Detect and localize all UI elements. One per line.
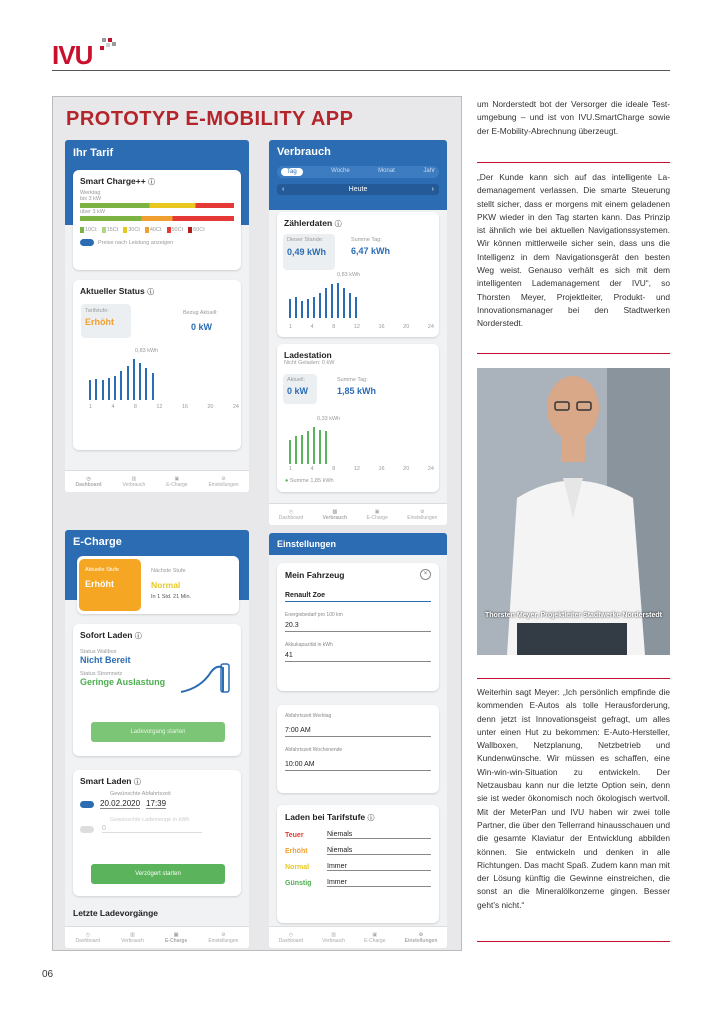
bottom-nav xyxy=(269,503,447,525)
tarif-value: Erhöht xyxy=(85,317,114,327)
tier-row[interactable] xyxy=(285,879,431,887)
status-card xyxy=(73,280,241,450)
chart-bar xyxy=(127,366,129,400)
axis-tick: 24 xyxy=(427,466,434,472)
netz-value: Geringe Auslastung xyxy=(80,677,166,687)
stufe-card xyxy=(77,556,239,614)
prev-day-icon[interactable]: ‹ xyxy=(282,186,285,193)
axis-tick: 1 xyxy=(289,466,293,472)
nav-dashboard[interactable] xyxy=(75,476,101,488)
smart-laden-card xyxy=(73,770,241,896)
chart-icon: ▥ xyxy=(332,508,338,515)
tier-row[interactable] xyxy=(285,831,431,839)
nav-dashboard[interactable] xyxy=(279,509,303,521)
nav-dashboard[interactable] xyxy=(279,932,303,944)
chart-bar xyxy=(319,293,321,318)
axis-tick: 16 xyxy=(378,324,385,330)
wochenende-field[interactable]: 10:00 AM xyxy=(285,761,431,771)
tier-name: Günstig xyxy=(285,879,312,887)
chart-bar xyxy=(343,288,345,318)
legend-text: Summe 1,85 kWh xyxy=(289,478,334,484)
bottom-nav xyxy=(269,926,447,948)
nav-einstellungen[interactable] xyxy=(407,509,437,521)
chart-bar xyxy=(301,301,303,318)
screen-tarif xyxy=(65,140,249,492)
card-title: Aktueller Status xyxy=(80,286,145,296)
close-icon[interactable]: × xyxy=(420,569,431,580)
axis-tick: 20 xyxy=(403,324,410,330)
next-label: Nächste Stufe xyxy=(151,568,186,574)
stufe-value: Erhöht xyxy=(85,579,114,589)
nav-label: Verbrauch xyxy=(322,937,345,944)
next-day-icon[interactable]: › xyxy=(431,186,434,193)
wallbox-label: Status Wallbox xyxy=(80,649,117,655)
chart-bar xyxy=(307,431,309,464)
chart-bar xyxy=(295,436,297,464)
ladestation-card xyxy=(277,344,439,492)
werktag-label: Abfahrtszeit Werktag xyxy=(285,713,332,719)
chart-bar xyxy=(295,297,297,318)
next-value: Normal xyxy=(151,580,181,590)
card-title: Zählerdaten xyxy=(284,218,333,228)
sofort-card xyxy=(73,624,241,756)
chart-bar xyxy=(145,368,147,400)
peak-label: 0,83 kWh xyxy=(337,272,361,278)
zaehler-card xyxy=(277,212,439,337)
card-title: Ladestation xyxy=(284,350,332,360)
axis-tick: 20 xyxy=(403,466,410,472)
axis-tick: 1 xyxy=(289,324,293,330)
delayed-start-button[interactable]: Verzögert starten xyxy=(91,864,225,884)
ladem-label: Gewünschte Lademenge in kWh xyxy=(110,817,190,823)
nav-echarge[interactable] xyxy=(364,932,385,944)
tier-value[interactable]: Immer xyxy=(327,879,431,887)
chart-icon: ▥ xyxy=(130,931,135,938)
legend-item: 60Ct xyxy=(188,227,205,233)
chart-icon: ▥ xyxy=(131,475,137,482)
legend-dot-icon: ● xyxy=(285,478,289,484)
screen-verbrauch xyxy=(269,140,447,525)
intro-paragraph: um Norderstedt bot der Versorger die ideale Testumgebung – und ist von IVU.SmartCharge sowie der E-Mobility-Abrechnung überzeugt. xyxy=(477,99,670,136)
peak2-label: 0,33 kWh xyxy=(317,416,341,422)
nav-label: Dashboard xyxy=(75,481,102,488)
nicht-geladen-label: Nicht Geladen: 0 kW xyxy=(284,360,335,366)
photo-caption: Thorsten Meyer, Projektleiter Stadtwerke Norderstedt xyxy=(485,612,662,619)
toggle-switch[interactable] xyxy=(80,239,94,246)
nav-label: Verbrauch xyxy=(122,481,146,488)
axis-tick: 4 xyxy=(310,466,314,472)
abfahrt-card xyxy=(277,705,439,793)
nav-label: Verbrauch xyxy=(322,514,348,521)
axis-tick: 24 xyxy=(232,404,239,410)
chart-bar xyxy=(95,379,97,400)
chart-bar xyxy=(313,427,315,464)
car-icon: ▣ xyxy=(174,475,180,482)
legend2-label xyxy=(285,478,334,484)
axis-tick: 4 xyxy=(310,324,314,330)
chart-bar xyxy=(89,380,91,400)
bis3-label: bis 3 kW xyxy=(80,196,102,202)
info-icon[interactable]: ⓘ xyxy=(334,221,342,228)
stand-label: Dieser Stande: xyxy=(287,237,324,243)
tab-woche[interactable]: Woche xyxy=(331,168,350,174)
gauge-icon: ◷ xyxy=(86,475,91,482)
nav-label: Einstellungen xyxy=(407,514,438,521)
summe2-value: 1,85 kWh xyxy=(337,386,377,396)
date-field[interactable]: 20.02.2020 xyxy=(100,799,141,808)
chart-bar xyxy=(289,299,291,318)
nav-verbrauch[interactable] xyxy=(121,932,144,944)
aktuell-label: Aktuell: xyxy=(287,377,306,383)
tier-list xyxy=(285,831,431,887)
paragraph-rule xyxy=(477,678,670,679)
paragraph-rule-bottom xyxy=(477,941,670,942)
chart-bar xyxy=(133,359,135,400)
tier-row[interactable] xyxy=(285,847,431,855)
nav-echarge[interactable] xyxy=(165,932,187,944)
bezug-value: 0 kW xyxy=(191,322,213,332)
bezug-label: Bezug Aktuell: xyxy=(183,310,218,316)
chart-icon: ▥ xyxy=(331,931,336,938)
gear-icon: ⚙ xyxy=(418,931,424,938)
chart-bar xyxy=(349,293,351,318)
ladem-field[interactable]: 0 xyxy=(102,825,202,833)
aktuell-value: 0 kW xyxy=(287,386,309,396)
nav-label: Dashboard xyxy=(278,937,304,944)
nav-label: E-Charge xyxy=(364,937,386,944)
start-charge-button[interactable]: Ladevorgang starten xyxy=(91,722,225,742)
nav-verbrauch[interactable] xyxy=(323,509,347,521)
chart-bar xyxy=(319,430,321,464)
chart-bar xyxy=(114,376,116,400)
axis-tick: 4 xyxy=(111,404,115,410)
legend-item: 15Ct xyxy=(102,227,119,233)
legend-item: 10Ct xyxy=(80,227,97,233)
chart-bar xyxy=(313,297,315,318)
info-icon[interactable]: ⓘ xyxy=(148,179,156,186)
chart-bar xyxy=(355,297,357,318)
tier-name: Teuer xyxy=(285,831,304,839)
tier-name: Normal xyxy=(285,863,310,871)
screen-header: Ihr Tarif xyxy=(65,140,249,225)
tarifstufe-card xyxy=(277,805,439,923)
axis-tick: 8 xyxy=(332,324,336,330)
quote-rule-top xyxy=(477,162,670,163)
stand-value: 0,49 kWh xyxy=(287,247,327,257)
ladem-toggle[interactable] xyxy=(80,826,94,833)
quote-paragraph: „Der Kunde kann sich auf das intelligente Lademanagement verlassen. Die smarte Steuerung stellt sicher, dass er morgens mit einem geladenen PKW wieder in den Tag starten kann. Das Prinzip ist ähnlich wie bei aktuellen Navigationssystemen. Wir können mittlerweile sicher sein, dass uns die Intelligenz in dem Navigationsgerät den besten Weg weist. Genauso verhält es sich mit dem intelligenten Lademanagement der IVU“, so Thorsten Meyer, Projektleiter, Produkt- und Innovationsmanager bei den Stadtwerken Norderstedt. xyxy=(477,172,670,329)
card-title: Sofort Laden xyxy=(80,630,133,640)
card-title: Mein Fahrzeug xyxy=(285,570,345,580)
chart-bar xyxy=(120,371,122,400)
tier-name: Erhöht xyxy=(285,847,308,855)
nav-verbrauch[interactable] xyxy=(122,476,145,488)
gear-icon: ⚙ xyxy=(221,931,226,938)
gauge-icon: ◷ xyxy=(85,931,90,938)
tier-value[interactable]: Niemals xyxy=(327,831,431,839)
next-time: In 1 Std. 21 Min. xyxy=(151,594,192,600)
axis-tick: 8 xyxy=(133,404,137,410)
car-icon: ▣ xyxy=(374,508,380,515)
info-icon[interactable]: ⓘ xyxy=(134,633,142,640)
tab-tag[interactable]: Tag xyxy=(281,168,303,176)
toggle-label: Preise nach Leistung anzeigen xyxy=(98,239,174,246)
nav-label: Verbrauch xyxy=(121,937,144,944)
tier-row[interactable] xyxy=(285,863,431,871)
ivu-logo: IVU xyxy=(52,40,93,70)
nav-echarge[interactable] xyxy=(366,509,387,521)
screen-einstellungen xyxy=(269,533,447,948)
netz-label: Status Stromnetz xyxy=(80,671,123,677)
gear-icon: ⚙ xyxy=(420,508,425,515)
tarif-label: Tarifstufe: xyxy=(85,308,109,314)
axis-tick: 16 xyxy=(378,466,385,472)
chart-bar xyxy=(152,373,154,400)
tariff-bar-high xyxy=(80,216,234,221)
summe2-label: Summe Tag: xyxy=(337,377,368,383)
card-title: Laden bei Tarifstufe xyxy=(285,812,366,822)
time-field[interactable]: 17:39 xyxy=(146,799,167,808)
chart-axis xyxy=(289,466,434,472)
chart-bar xyxy=(301,435,303,464)
werktag-field[interactable]: 7:00 AM xyxy=(285,727,431,737)
chart-bar xyxy=(102,380,104,400)
section-title: Letzte Ladevorgänge xyxy=(73,908,159,918)
chart-bar xyxy=(139,363,141,400)
nav-einstellungen[interactable] xyxy=(209,476,239,488)
nav-verbrauch[interactable] xyxy=(322,932,345,944)
tier-value[interactable]: Niemals xyxy=(327,847,431,855)
chart-bar xyxy=(331,284,333,318)
axis-tick: 16 xyxy=(181,404,188,410)
akku-field[interactable]: 41 xyxy=(285,652,431,662)
period-tabs xyxy=(277,166,439,178)
screen-header: Verbrauch xyxy=(277,146,331,158)
info-icon[interactable]: ⓘ xyxy=(367,815,375,822)
axis-tick: 12 xyxy=(156,404,163,410)
summe-value: 6,47 kWh xyxy=(351,246,391,256)
car-icon: ▣ xyxy=(173,931,179,938)
nav-label: Dashboard xyxy=(75,937,101,944)
bottom-nav xyxy=(65,926,249,948)
bottom-nav xyxy=(65,470,249,492)
consumption-chart xyxy=(89,356,239,400)
chart-bar xyxy=(108,378,110,400)
akku-label: Akkukapazität in kWh xyxy=(285,642,333,648)
fahrzeug-card xyxy=(277,563,439,691)
chart-bar xyxy=(307,299,309,318)
smart-charge-card xyxy=(73,170,241,270)
wallbox-icon xyxy=(177,658,233,696)
date-label: Heute xyxy=(348,186,368,193)
wallbox-value: Nicht Bereit xyxy=(80,655,131,665)
nav-einstellungen[interactable] xyxy=(405,932,438,944)
screen-header: Einstellungen xyxy=(269,533,447,555)
wochenende-label: Abfahrtszeit Wochenende xyxy=(285,747,343,753)
ueber3-label: über 3 kW xyxy=(80,209,106,215)
car-field[interactable]: Renault Zoe xyxy=(285,592,431,602)
summe-label: Summe Tag: xyxy=(351,237,382,243)
main-paragraph: Weiterhin sagt Meyer: „Ich persönlich empfinde die kommenden E-Autos als tolle Herausforderung, denn jetzt ist Innovationsgeist gefragt, um alles unter einen Hut zu bekommen: E-Auto-Hersteller, Wallboxen, Netzplanung, Netzbetrieb und Kundenwünsche. Wir müssen es schaffen, eine Win-win-win-Situation zu entwickeln. Der Netzausbau kann nur die letzte Option sein, denn sie ist weder ökonomisch noch ökologisch wertvoll. Mit der MeterPan und IVU haben wir zwei tolle Partner, die über den Tellerrand hinausschauen und die gesamte Klaviatur der Entwicklung abbilden können. Sie entwickeln und denken in alle Richtungen. Das macht Spaß. Zudem kann man mit der Lösung künftig die Gewinne einstreichen, die sonst an die Mineralölkonzerne gingen. Besser geht’s nicht.“ xyxy=(477,687,670,910)
chart-bar xyxy=(337,283,339,318)
stufe-label: Aktuelle Stufe xyxy=(85,567,119,573)
chart-bar xyxy=(289,440,291,464)
nav-label: E-Charge xyxy=(366,514,388,521)
charge-chart xyxy=(289,424,434,464)
chart-axis xyxy=(289,324,434,330)
card-title: Smart Laden xyxy=(80,776,132,786)
peak-label: 0,83 kWh xyxy=(135,348,159,354)
legend-item: 30Ct xyxy=(123,227,140,233)
axis-tick: 8 xyxy=(332,466,336,472)
nav-label: Einstellungen xyxy=(208,937,239,944)
price-legend xyxy=(80,227,234,233)
card-title: Smart Charge++ xyxy=(80,176,146,186)
info-icon[interactable]: ⓘ xyxy=(133,779,141,786)
axis-tick: 20 xyxy=(207,404,214,410)
energie-label: Energiebedarf pro 100 km xyxy=(285,612,343,618)
nav-echarge[interactable] xyxy=(166,476,187,488)
nav-label: Dashboard xyxy=(278,514,304,521)
figure-title: PROTOTYP E-MOBILITY APP xyxy=(66,108,354,130)
nav-label: E-Charge xyxy=(166,481,188,488)
smart-toggle[interactable] xyxy=(80,801,94,808)
abfahrt-label: Gewünschte Abfahrtszeit xyxy=(110,791,171,797)
gear-icon: ⚙ xyxy=(221,475,226,482)
chart-bar xyxy=(325,288,327,318)
axis-tick: 1 xyxy=(89,404,93,410)
meter-chart xyxy=(289,280,434,318)
car-icon: ▣ xyxy=(372,931,378,938)
screen-header: E-Charge xyxy=(65,530,249,600)
chart-bar xyxy=(325,431,327,464)
nav-einstellungen[interactable] xyxy=(208,932,238,944)
tier-value[interactable]: Immer xyxy=(327,863,431,871)
info-icon[interactable]: ⓘ xyxy=(147,289,155,296)
page-number: 06 xyxy=(42,969,54,980)
quote-rule-bottom xyxy=(477,353,670,354)
axis-tick: 24 xyxy=(427,324,434,330)
weekday-label: Werktag xyxy=(80,190,101,196)
nav-dashboard[interactable] xyxy=(76,932,100,944)
legend-item: 50Ct xyxy=(167,227,184,233)
tab-jahr[interactable]: Jahr xyxy=(423,168,435,174)
gauge-icon: ◷ xyxy=(288,508,294,515)
energie-field[interactable]: 20.3 xyxy=(285,622,431,632)
screen-echarge xyxy=(65,530,249,948)
logo-dots-icon xyxy=(98,38,116,52)
tab-monat[interactable]: Monat xyxy=(378,168,395,174)
legend-item: 40Ct xyxy=(145,227,162,233)
nav-label: E-Charge xyxy=(165,937,188,944)
nav-label: Einstellungen xyxy=(404,937,438,944)
header-rule xyxy=(52,70,670,71)
gauge-icon: ◷ xyxy=(288,931,293,938)
tariff-bar-low xyxy=(80,203,234,208)
nav-label: Einstellungen xyxy=(208,481,239,488)
chart-axis xyxy=(89,404,239,410)
axis-tick: 12 xyxy=(353,466,360,472)
axis-tick: 12 xyxy=(353,324,360,330)
